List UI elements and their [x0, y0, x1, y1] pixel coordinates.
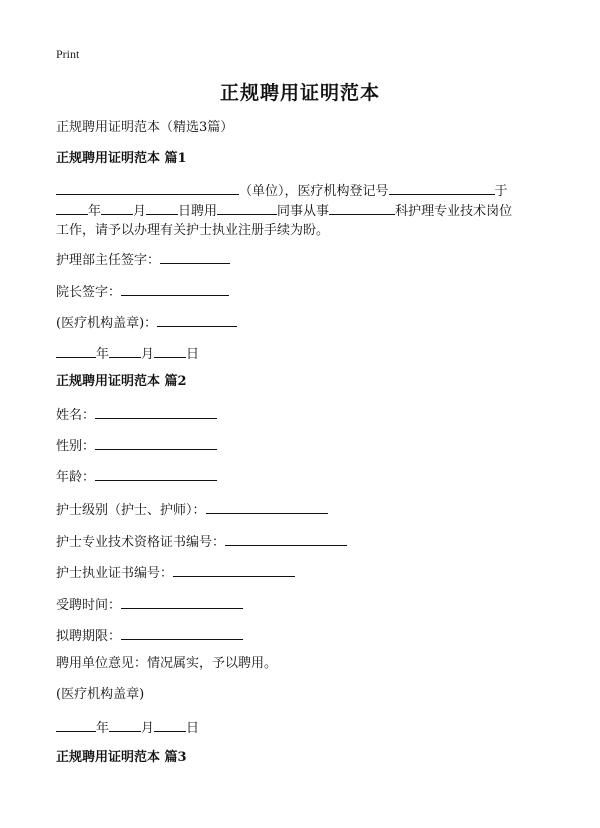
section2-heading: 正规聘用证明范本 篇2 — [56, 374, 187, 389]
post-label: 科护理专业技术岗位 — [395, 204, 513, 219]
nurse-level-row — [56, 500, 328, 519]
hire-day-label: 日聘用 — [178, 204, 218, 219]
hire-month-blank[interactable] — [101, 201, 133, 215]
gender-blank[interactable] — [95, 436, 217, 450]
hire-time-row — [56, 595, 243, 614]
name-row — [56, 405, 217, 424]
date2-day-blank[interactable] — [154, 718, 186, 732]
document-title: 正规聘用证明范本 — [219, 82, 380, 104]
date1-month-blank[interactable] — [109, 344, 141, 358]
seal-row-1 — [56, 313, 237, 332]
seal-label-1: (医疗机构盖章)： — [56, 316, 158, 331]
registration-no-blank[interactable] — [389, 181, 495, 195]
planned-term-row — [56, 626, 243, 645]
date1-year-label: 年 — [96, 347, 110, 362]
gender-label: 性别： — [56, 439, 96, 454]
planned-term-label: 拟聘期限： — [56, 629, 122, 644]
hire-year-blank[interactable] — [56, 201, 88, 215]
cert-no-row — [56, 532, 347, 551]
license-no-row — [56, 563, 295, 582]
print-link[interactable]: Print — [56, 47, 80, 61]
department-blank[interactable] — [329, 201, 395, 215]
gender-row — [56, 436, 217, 455]
nursing-director-row — [56, 250, 230, 269]
nursing-director-label: 护理部主任签字： — [56, 253, 161, 268]
date1-day-label: 日 — [186, 347, 200, 362]
hire-time-label: 受聘时间： — [56, 598, 122, 613]
seal-label-2: (医疗机构盖章) — [56, 687, 145, 702]
nursing-director-blank[interactable] — [160, 250, 230, 264]
age-row — [56, 467, 217, 486]
date1-day-blank[interactable] — [154, 344, 186, 358]
age-label: 年龄： — [56, 470, 96, 485]
colleague-blank[interactable] — [217, 201, 277, 215]
hire-day-blank[interactable] — [146, 201, 178, 215]
date2-month-blank[interactable] — [109, 718, 141, 732]
nurse-level-blank[interactable] — [206, 500, 328, 514]
nurse-level-label: 护士级别（护士、护师）： — [56, 503, 206, 518]
paragraph-line3: 工作，请予以办理有关护士执业注册手续为盼。 — [56, 223, 330, 238]
cert-no-blank[interactable] — [225, 532, 347, 546]
unit-blank[interactable] — [56, 181, 239, 195]
hire-year-label: 年 — [88, 204, 102, 219]
date2-month-label: 月 — [141, 721, 155, 736]
dean-label: 院长签字： — [56, 285, 122, 300]
section1-paragraph — [56, 181, 546, 240]
date1-year-blank[interactable] — [56, 344, 96, 358]
section1-heading: 正规聘用证明范本 篇1 — [56, 151, 187, 166]
planned-term-blank[interactable] — [121, 626, 243, 640]
employer-opinion: 聘用单位意见：情况属实，予以聘用。 — [56, 656, 278, 671]
license-no-blank[interactable] — [173, 563, 295, 577]
date-row-2 — [56, 718, 199, 737]
date-row-1 — [56, 344, 199, 363]
unit-label: （单位），医疗机构登记号 — [239, 184, 389, 199]
date2-year-label: 年 — [96, 721, 110, 736]
dean-row — [56, 282, 229, 301]
age-blank[interactable] — [95, 467, 217, 481]
colleague-label: 同事从事 — [277, 204, 330, 219]
dean-blank[interactable] — [121, 282, 229, 296]
date2-year-blank[interactable] — [56, 718, 96, 732]
cert-no-label: 护士专业技术资格证书编号： — [56, 535, 226, 550]
document-subtitle: 正规聘用证明范本（精选3篇） — [56, 120, 234, 135]
name-blank[interactable] — [95, 405, 217, 419]
date1-month-label: 月 — [141, 347, 155, 362]
section3-heading: 正规聘用证明范本 篇3 — [56, 750, 187, 765]
date2-day-label: 日 — [186, 721, 200, 736]
at-label: 于 — [494, 184, 508, 199]
hire-time-blank[interactable] — [121, 595, 243, 609]
license-no-label: 护士执业证书编号： — [56, 566, 174, 581]
hire-month-label: 月 — [133, 204, 147, 219]
seal-blank-1[interactable] — [157, 313, 237, 327]
name-label: 姓名： — [56, 408, 96, 423]
